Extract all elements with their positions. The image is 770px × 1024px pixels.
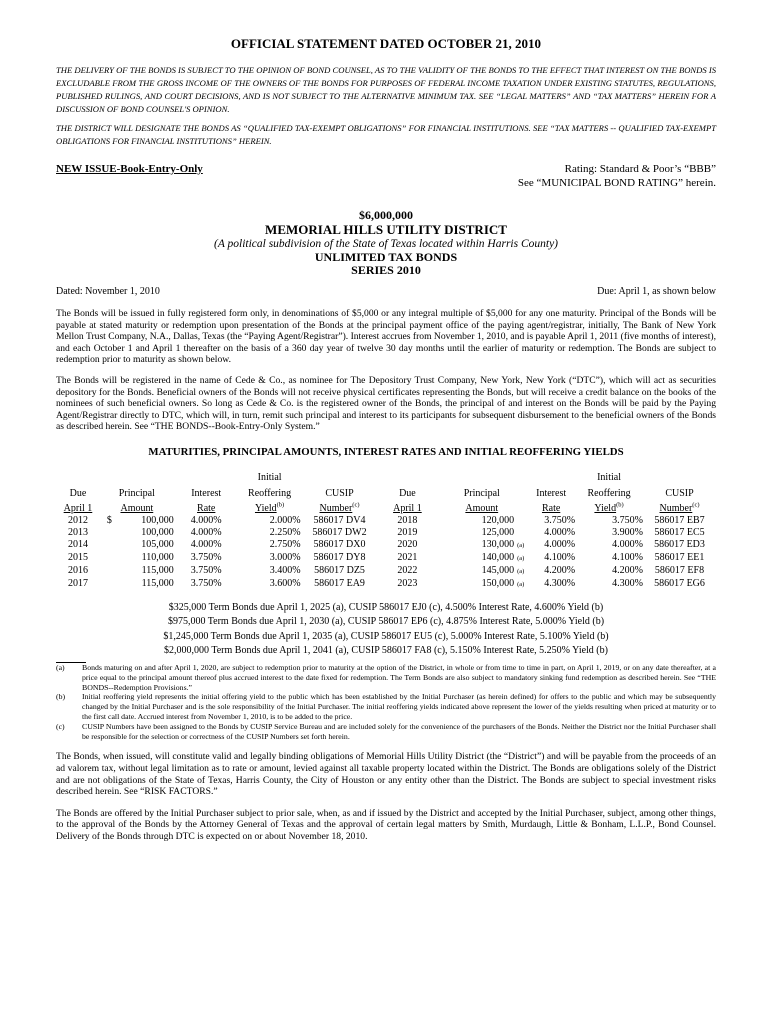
maturities-table [56, 468, 716, 591]
district-name: MEMORIAL HILLS UTILITY DISTRICT [265, 222, 507, 237]
table-row: 2013 100,000 4.000% 2.250% 586017 DW2 2019 125,000 4.000% 3.900% 586017 EC5 [67, 526, 705, 538]
header-yield-right: Yield [594, 502, 617, 514]
header-principal-right: Principal [463, 487, 500, 499]
footnote-text: Initial reoffering yield represents the initial offering yield to the public which has been established by the Initial Purchaser (as herein defined) for offers to the public and which may be subsequently changed by the Initial Purchaser and is the sole responsibility of the Initial Purchaser. The initial reoffering yields indicated above represent the lower of the yields resulting when priced at maturity or to the first call date. Accrued interest from November 1, 2010, is to be added to the price. [82, 692, 716, 721]
footnote-b [56, 692, 716, 721]
header-principal-left: Principal [118, 487, 155, 499]
header-initial-right: Initial [597, 471, 621, 483]
redemption-note-ref: (a) [517, 567, 525, 575]
term-bond-line: $1,245,000 Term Bonds due April 1, 2035 (a), CUSIP 586017 EU5 (c), 5.000% Interest Rate, 5.100% Yield (b) [163, 630, 609, 642]
header-rate-right: Rate [541, 502, 561, 514]
rating-block [518, 162, 716, 190]
term-bond-line: $325,000 Term Bonds due April 1, 2025 (a), CUSIP 586017 EJ0 (c), 4.500% Interest Rate, 4.600% Yield (b) [168, 601, 604, 613]
footnote-label: (b) [56, 692, 66, 702]
table-row: 2017 115,000 3.750% 3.600% 586017 EA9 2023 150,000 (a) 4.300% 4.300% 586017 EG6 [67, 578, 705, 590]
term-bond-line: $2,000,000 Term Bonds due April 1, 2041 (a), CUSIP 586017 FA8 (c), 5.150% Interest Rate, 5.250% Yield (b) [164, 645, 608, 657]
header-number-right: Number [659, 502, 693, 514]
yield-footnote-ref-left: (b) [276, 501, 285, 509]
header-reoffering-left: Reoffering [248, 487, 292, 499]
header-number-left: Number [319, 502, 353, 514]
cusip-footnote-ref-left: (c) [352, 501, 360, 509]
term-bond-line: $975,000 Term Bonds due April 1, 2030 (a), CUSIP 586017 EP6 (c), 4.875% Interest Rate, 5.000% Yield (b) [167, 616, 605, 628]
header-april1-left: April 1 [63, 502, 93, 514]
maturities-title: MATURITIES, PRINCIPAL AMOUNTS, INTEREST RATES AND INITIAL REOFFERING YIELDS [148, 445, 624, 458]
header-interest-left: Interest [191, 487, 222, 499]
cusip-footnote-ref-right: (c) [692, 501, 700, 509]
document-title: OFFICIAL STATEMENT DATED OCTOBER 21, 2010 [230, 36, 542, 51]
footnote-label: (a) [56, 662, 65, 672]
dated-date: Dated: November 1, 2010 [56, 286, 160, 297]
bond-series: SERIES 2010 [351, 263, 421, 277]
paragraph-offering: The Bonds are offered by the Initial Purchaser subject to prior sale, when, as and if issued by the District and accepted by the Initial Purchaser, subject, among other things, to the approval of the Bonds by the Attorney General of Texas and the approval of certain legal matters by Smith, Murdaugh, Little & Bonham, L.L.P., Bond Counsel. Delivery of the Bonds through DTC is expected on or about November 18, 2010. [56, 807, 716, 842]
header-due-left: Due [69, 487, 87, 499]
header-april1-right: April 1 [393, 502, 422, 514]
table-row: 2012 $ 100,000 4.000% 2.000% 586017 DV4 2018 120,000 3.750% 3.750% 586017 EB7 [67, 514, 705, 526]
header-rate-left: Rate [197, 502, 216, 514]
yield-footnote-ref-right: (b) [616, 501, 624, 509]
legal-notice-qualified-obligations: THE DISTRICT WILL DESIGNATE THE BONDS AS “QUALIFIED TAX-EXEMPT OBLIGATIONS” FOR FINANCIAL INSTITUTIONS. SEE “TAX MATTERS -- QUALIFIED TAX-EXEMPT OBLIGATIONS FOR FINANCIAL INSTITUTIONS” HEREIN. [56, 123, 716, 146]
footnote-text: Bonds maturing on and after April 1, 2020, are subject to redemption prior to maturity at the option of the District, in whole or from time to time in part, on April 1, 2019, or on any date thereafter, at a price equal to the principal amount thereof plus accrued interest to the date fixed for redemption. The Term Bonds are also subject to mandatory sinking fund redemption as described herein. See “THE BONDS--Redemption Provisions.” [82, 662, 716, 692]
footnote-label: (c) [56, 721, 65, 731]
header-reoffering-right: Reoffering [587, 487, 631, 499]
bond-type: UNLIMITED TAX BONDS [314, 250, 458, 264]
rating-reference: See “MUNICIPAL BOND RATING” herein. [517, 177, 716, 189]
redemption-note-ref: (a) [517, 580, 525, 588]
issue-amount: $6,000,000 [359, 208, 413, 222]
table-row: 2014 105,000 4.000% 2.750% 586017 DX0 2020 130,000 (a) 4.000% 4.000% 586017 ED3 [67, 539, 705, 551]
political-subdivision: (A political subdivision of the State of Texas located within Harris County) [213, 238, 559, 250]
term-bonds [56, 601, 716, 659]
header-amount-right: Amount [465, 502, 499, 514]
footnote-c [56, 722, 716, 742]
redemption-note-ref: (a) [517, 541, 525, 549]
issue-type: NEW ISSUE-Book-Entry-Only [56, 163, 203, 175]
header-yield-left: Yield [254, 502, 277, 514]
table-row: 2016 115,000 3.750% 3.400% 586017 DZ5 2022 145,000 (a) 4.200% 4.200% 586017 EF8 [67, 565, 705, 577]
header-cusip-left: CUSIP [325, 487, 354, 499]
issue-rating-row [56, 162, 716, 190]
redemption-note-ref: (a) [517, 554, 525, 562]
header-amount-left: Amount [120, 502, 154, 514]
paragraph-registration-form: The Bonds will be issued in fully registered form only, in denominations of $5,000 or any integral multiple of $5,000 for any one maturity. Principal of the Bonds will be payable at stated maturity or redemption upon presentation of the Bonds at the principal payment office of the paying agent/registrar, initially, The Bank of New York Mellon Trust Company, N.A., Dallas, Texas (the “Paying Agent/Registrar”). Interest accrues from November 1, 2010, and is payable April 1, 2011 (five months of interest), and each October 1 and April 1 thereafter on the basis of a 360 day year of twelve 30 day months until the earlier of maturity or redemption. The Bonds are subject to redemption prior to maturity as shown below. [56, 308, 717, 366]
header-due-right: Due [399, 487, 416, 499]
paragraph-obligations: The Bonds, when issued, will constitute valid and legally binding obligations of Memorial Hills Utility District (the “District”) and will be payable from the proceeds of an ad valorem tax, without legal limitation as to rate or amount, levied against all taxable property located within the District. The Bonds are obligations solely of the District and are not obligations of the State of Texas, Harris County, the City of Houston or any entity other than the District. The Bonds are subject to special investment risks described herein. See “RISK FACTORS.” [56, 751, 716, 798]
footnote-a [56, 663, 716, 692]
header-interest-right: Interest [536, 487, 567, 499]
table-row: 2015 110,000 3.750% 3.000% 586017 DY8 2021 140,000 (a) 4.100% 4.100% 586017 EE1 [67, 552, 705, 564]
due-date: Due: April 1, as shown below [597, 286, 716, 297]
header-initial-left: Initial [257, 471, 282, 483]
document-page [56, 36, 716, 842]
dated-due-row [56, 286, 716, 297]
footnote-text: CUSIP Numbers have been assigned to the Bonds by CUSIP Service Bureau and are included solely for the convenience of the purchasers of the Bonds. Neither the District nor the Initial Purchaser shall be responsible for the selection or correctness of the CUSIP Numbers set forth herein. [82, 721, 716, 741]
header-cusip-right: CUSIP [665, 487, 694, 499]
legal-notice-tax-opinion: THE DELIVERY OF THE BONDS IS SUBJECT TO THE OPINION OF BOND COUNSEL, AS TO THE VALIDITY OF THE BONDS TO THE EFFECT THAT INTEREST ON THE BONDS IS EXCLUDABLE FROM THE GROSS INCOME OF THE OWNERS OF THE BONDS FOR PURPOSES OF FEDERAL INCOME TAXATION UNDER EXISTING STATUTES, REGULATIONS, PUBLISHED RULINGS, AND COURT DECISIONS, AND IS NOT SUBJECT TO THE ALTERNATIVE MINIMUM TAX. SEE “LEGAL MATTERS” AND “TAX MATTERS” HEREIN FOR A DISCUSSION OF BOND COUNSEL'S OPINION. [56, 65, 716, 114]
rating-line: Rating: Standard & Poor’s “BBB” [564, 163, 716, 175]
paragraph-book-entry: The Bonds will be registered in the name of Cede & Co., as nominee for The Depository Trust Company, New York, New York (“DTC”), which will act as securities depository for the Bonds. Beneficial owners of the Bonds will not receive physical certificates representing the Bonds, but will receive a credit balance on the books of the nominees of such beneficial owners. So long as Cede & Co. is the registered owner of the Bonds, the principal of and interest on the Bonds will be paid by the Paying Agent/Registrar directly to DTC, which will, in turn, remit such principal and interest to its participants for subsequent disbursement to the beneficial owners of the Bonds as described herein. See “THE BONDS--Book-Entry-Only System.” [56, 374, 716, 433]
